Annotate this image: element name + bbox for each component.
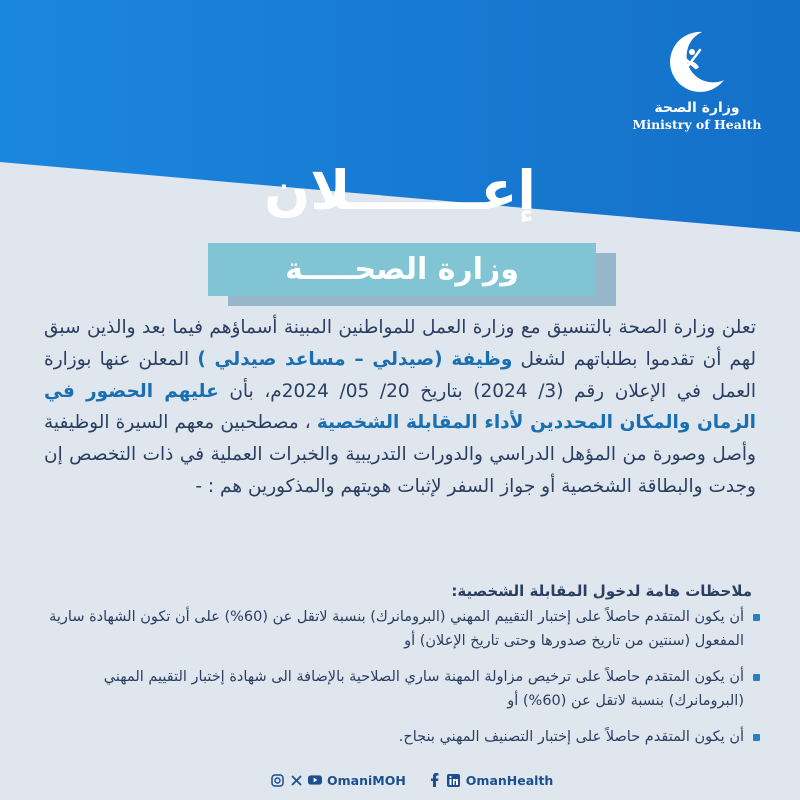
body-part-2: المعلن عنها بوزارة العمل في الإعلان رقم (3/ 2024) بتاريخ 20/ 05/ 2024م، بأن bbox=[44, 348, 756, 402]
bullet-icon bbox=[753, 674, 760, 681]
note-text: أن يكون المتقدم حاصلاً على ترخيص مزاولة المهنة ساري الصلاحية بالإضافة الى شهادة إختبار التقييم المهني (البرومانرك) بنسبة لاتقل عن (60%) أو bbox=[103, 669, 744, 709]
note-item bbox=[48, 605, 760, 653]
logo-english-text: Ministry of Health bbox=[632, 117, 762, 132]
note-text: أن يكون المتقدم حاصلاً على إختبار التقييم المهني (البرومانرك) بنسبة لاتقل عن (60%) على أن تكون الشهادة سارية المفعول (سنتين من تاريخ صدورها وحتى تاريخ الإعلان) أو bbox=[49, 609, 744, 649]
social-footer bbox=[270, 770, 590, 790]
bullet-icon bbox=[753, 614, 760, 621]
x-icon[interactable] bbox=[289, 773, 303, 787]
ministry-logo bbox=[632, 28, 762, 132]
note-text: أن يكون المتقدم حاصلاً على إختبار التصنيف المهني بنجاح. bbox=[398, 729, 744, 745]
instagram-icon[interactable] bbox=[270, 773, 284, 787]
body-part-3: ، مصطحبين معهم السيرة الوظيفية وأصل وصورة من المؤهل الدراسي والدورات التدريبية والخبرات العملية في ذات التخصص إن وجدت والبطاقة الشخصية أو جواز السفر لإثبات هويتهم والمذكورين هم : - bbox=[44, 412, 756, 497]
note-item bbox=[48, 725, 760, 749]
facebook-icon[interactable] bbox=[428, 773, 442, 787]
attendance-highlight: عليهم الحضور في الزمان والمكان المحددين لأداء المقابلة الشخصية bbox=[44, 380, 756, 434]
announcement-title: إعـــــــلان bbox=[264, 159, 536, 222]
bullet-icon bbox=[753, 734, 760, 741]
linkedin-icon[interactable] bbox=[447, 773, 461, 787]
handle-omanhealth[interactable]: OmanHealth bbox=[465, 772, 554, 788]
youtube-icon[interactable] bbox=[308, 773, 322, 787]
crescent-logo-icon bbox=[662, 28, 732, 94]
subtitle-banner bbox=[208, 243, 596, 296]
handle-omanimoh[interactable]: OmaniMOH bbox=[327, 772, 406, 788]
notes-title: ملاحظات هامة لدخول المقابلة الشخصية: bbox=[451, 582, 752, 600]
subtitle-text: وزارة الصحـــــة bbox=[285, 252, 519, 287]
announcement-body bbox=[44, 312, 756, 503]
body-part-1: تعلن وزارة الصحة بالتنسيق مع وزارة العمل للمواطنين المبينة أسماؤهم فيما بعد والذين سبق لهم أن تقدموا بطلباتهم لشغل bbox=[44, 317, 756, 370]
note-item bbox=[48, 665, 760, 713]
notes-list bbox=[48, 605, 760, 761]
job-title-highlight: وظيفة (صيدلي – مساعد صيدلي ) bbox=[197, 348, 513, 370]
logo-arabic-text: وزارة الصحة bbox=[654, 100, 740, 116]
